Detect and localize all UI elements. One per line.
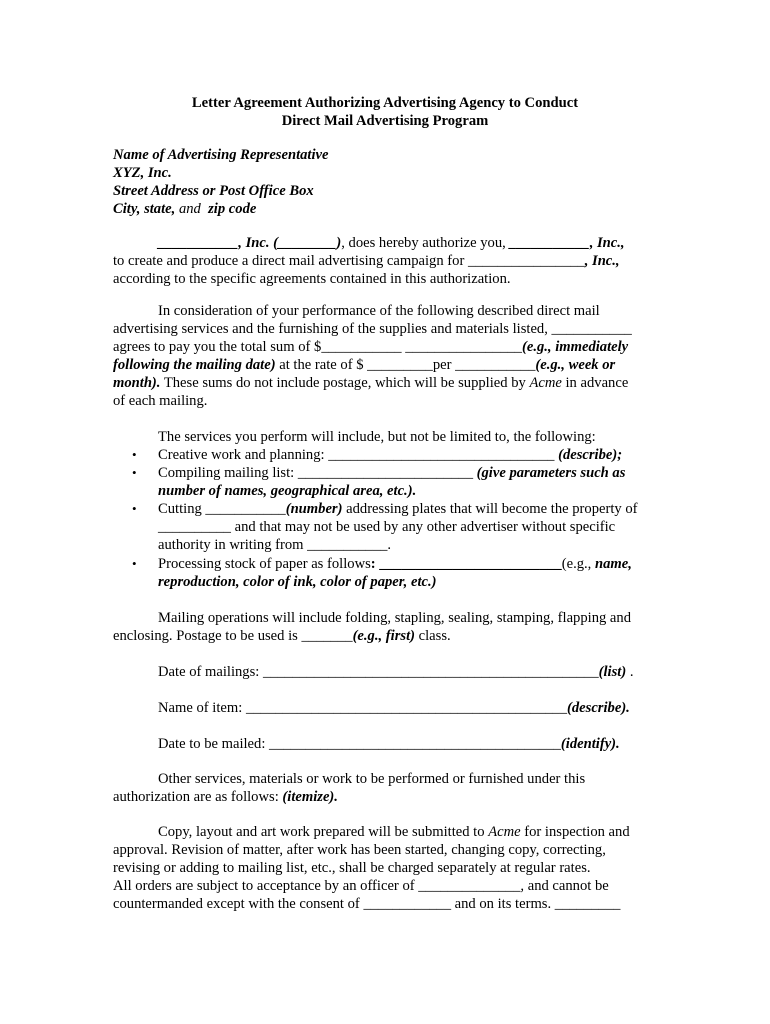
- address-line4: City, state, and zip code: [113, 201, 257, 217]
- address-line2: XYZ, Inc.: [113, 165, 172, 181]
- document-title-line2: Direct Mail Advertising Program: [281, 113, 489, 129]
- service-item-cutting-cont1: __________ and that may not be used by any other advertiser without specific: [158, 519, 616, 535]
- document-title-line1: Letter Agreement Authorizing Advertising Agency to Conduct: [191, 95, 579, 111]
- copy-line1: Copy, layout and art work prepared will be submitted to Acme for inspection and: [158, 824, 630, 840]
- name-of-item: Name of item: ____________________________________________(describe).: [158, 700, 630, 716]
- paragraph-1-line1: ___________, Inc. (________), does hereby authorize you, ___________, Inc.,: [158, 235, 625, 251]
- copy-line5: countermanded except with the consent of ____________ and on its terms. _________: [113, 896, 621, 912]
- service-item-processing: Processing stock of paper as follows: _________________________(e.g., name,: [158, 556, 632, 572]
- services-intro: The services you perform will include, but not be limited to, the following:: [158, 429, 596, 445]
- mailing-line2: enclosing. Postage to be used is _______(e.g., first) class.: [113, 628, 451, 644]
- paragraph-2-line6: of each mailing.: [113, 393, 208, 409]
- date-of-mailings: Date of mailings: ______________________________________________(list) .: [158, 664, 634, 680]
- address-line3: Street Address or Post Office Box: [113, 183, 314, 199]
- service-item-mailing-list: Compiling mailing list: ________________________ (give parameters such as: [158, 465, 626, 481]
- paragraph-1-line3: according to the specific agreements contained in this authorization.: [113, 271, 511, 287]
- copy-line2: approval. Revision of matter, after work has been started, changing copy, correcting,: [113, 842, 606, 858]
- service-item-cutting: Cutting ___________(number) addressing plates that will become the property of: [158, 501, 638, 517]
- bullet-icon: •: [132, 465, 137, 480]
- service-item-creative: Creative work and planning: _______________________________ (describe);: [158, 447, 623, 463]
- mailing-line1: Mailing operations will include folding, stapling, sealing, stamping, flapping and: [158, 610, 632, 626]
- copy-line3: revising or adding to mailing list, etc., shall be charged separately at regular rates.: [113, 860, 591, 876]
- address-line1: Name of Advertising Representative: [113, 147, 329, 163]
- bullet-icon: •: [132, 501, 137, 516]
- paragraph-2-line1: In consideration of your performance of the following described direct mail: [158, 303, 600, 319]
- bullet-icon: •: [132, 556, 137, 571]
- paragraph-1-line2: to create and produce a direct mail advertising campaign for ________________, Inc.,: [113, 253, 620, 269]
- paragraph-2-line3: agrees to pay you the total sum of $___________ ________________(e.g., immediately: [113, 339, 629, 355]
- date-to-be-mailed: Date to be mailed: ________________________________________(identify).: [158, 736, 620, 752]
- service-item-cutting-cont2: authority in writing from ___________.: [158, 537, 392, 553]
- copy-line4: All orders are subject to acceptance by an officer of ______________, and cannot be: [113, 878, 609, 894]
- bullet-icon: •: [132, 447, 137, 462]
- other-services-line2: authorization are as follows: (itemize).: [113, 789, 338, 805]
- service-item-mailing-list-cont: number of names, geographical area, etc.).: [158, 483, 417, 499]
- paragraph-2-line4: following the mailing date) at the rate of $ _________per ___________(e.g., week or: [113, 357, 616, 373]
- service-item-processing-cont: reproduction, color of ink, color of paper, etc.): [158, 574, 437, 590]
- paragraph-2-line5: month). These sums do not include postage, which will be supplied by Acme in advance: [113, 375, 629, 391]
- other-services-line1: Other services, materials or work to be performed or furnished under this: [158, 771, 586, 787]
- paragraph-2-line2: advertising services and the furnishing of the supplies and materials listed, ___________: [113, 321, 632, 337]
